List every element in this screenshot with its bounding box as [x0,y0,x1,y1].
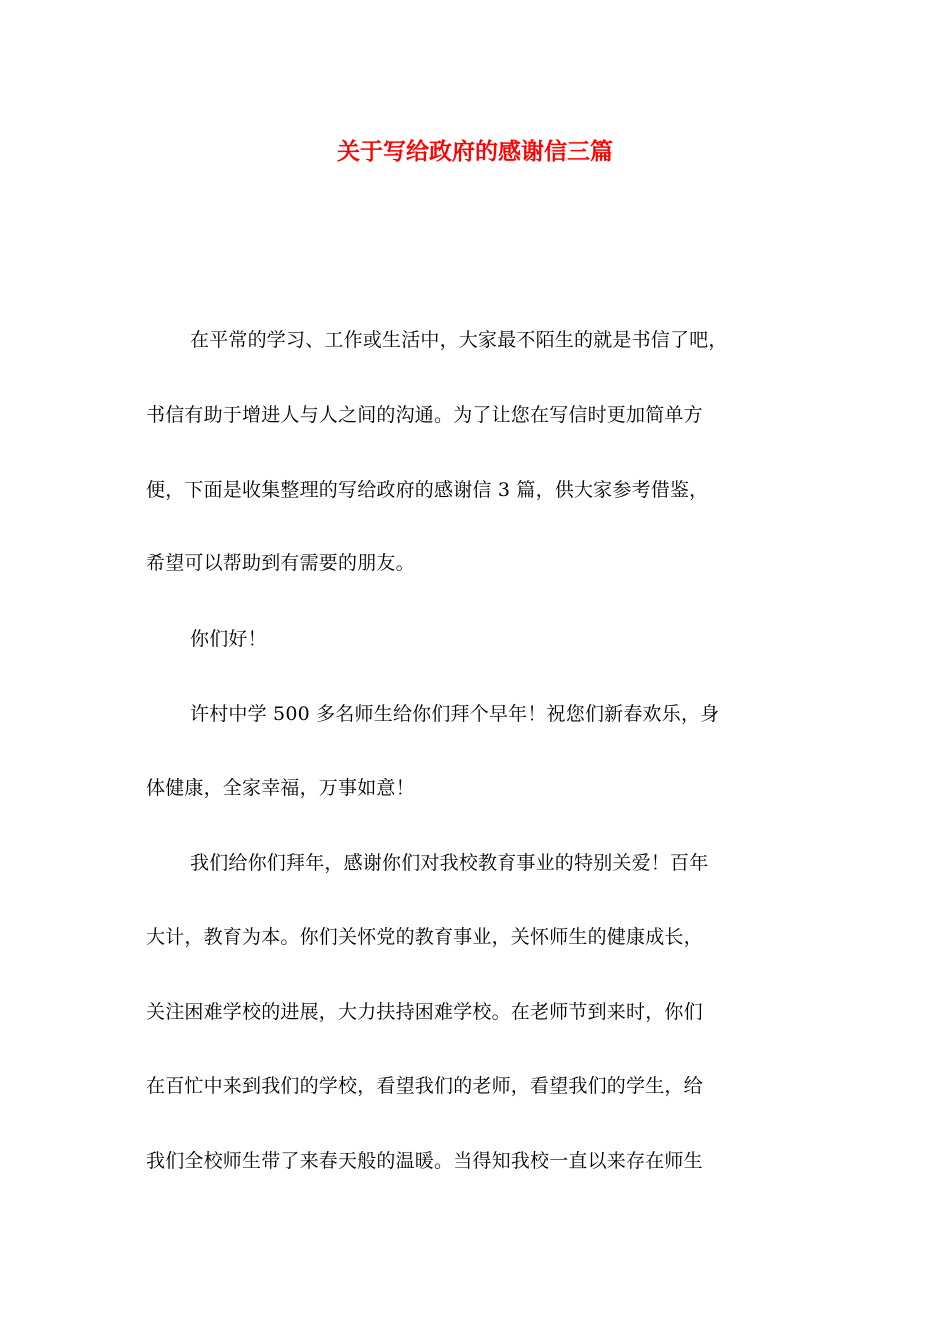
paragraph-line: 便，下面是收集整理的写给政府的感谢信 3 篇，供大家参考借鉴， [146,479,709,501]
paragraph-line: 大计，教育为本。你们关怀党的教育事业，关怀师生的健康成长， [146,926,703,948]
paragraph-line: 体健康，全家幸福，万事如意！ [146,777,415,799]
paragraph-line: 关注困难学校的进展，大力扶持困难学校。在老师节到来时，你们 [146,1001,703,1023]
paragraph-line: 许村中学 500 多名师生给你们拜个早年！祝您们新春欢乐，身 [190,703,720,725]
paragraph-line: 在百忙中来到我们的学校，看望我们的老师，看望我们的学生，给 [146,1075,703,1097]
paragraph-line: 我们全校师生带了来春天般的温暖。当得知我校一直以来存在师生 [146,1150,703,1172]
paragraph-line: 希望可以帮助到有需要的朋友。 [146,552,415,574]
paragraph-line: 我们给你们拜年，感谢你们对我校教育事业的特别关爱！百年 [190,852,709,874]
greeting-line: 你们好！ [190,628,267,650]
document-title: 关于写给政府的感谢信三篇 [337,138,613,165]
paragraph-line: 在平常的学习、工作或生活中，大家最不陌生的就是书信了吧， [190,329,728,351]
paragraph-line: 书信有助于增进人与人之间的沟通。为了让您在写信时更加简单方 [146,404,703,426]
